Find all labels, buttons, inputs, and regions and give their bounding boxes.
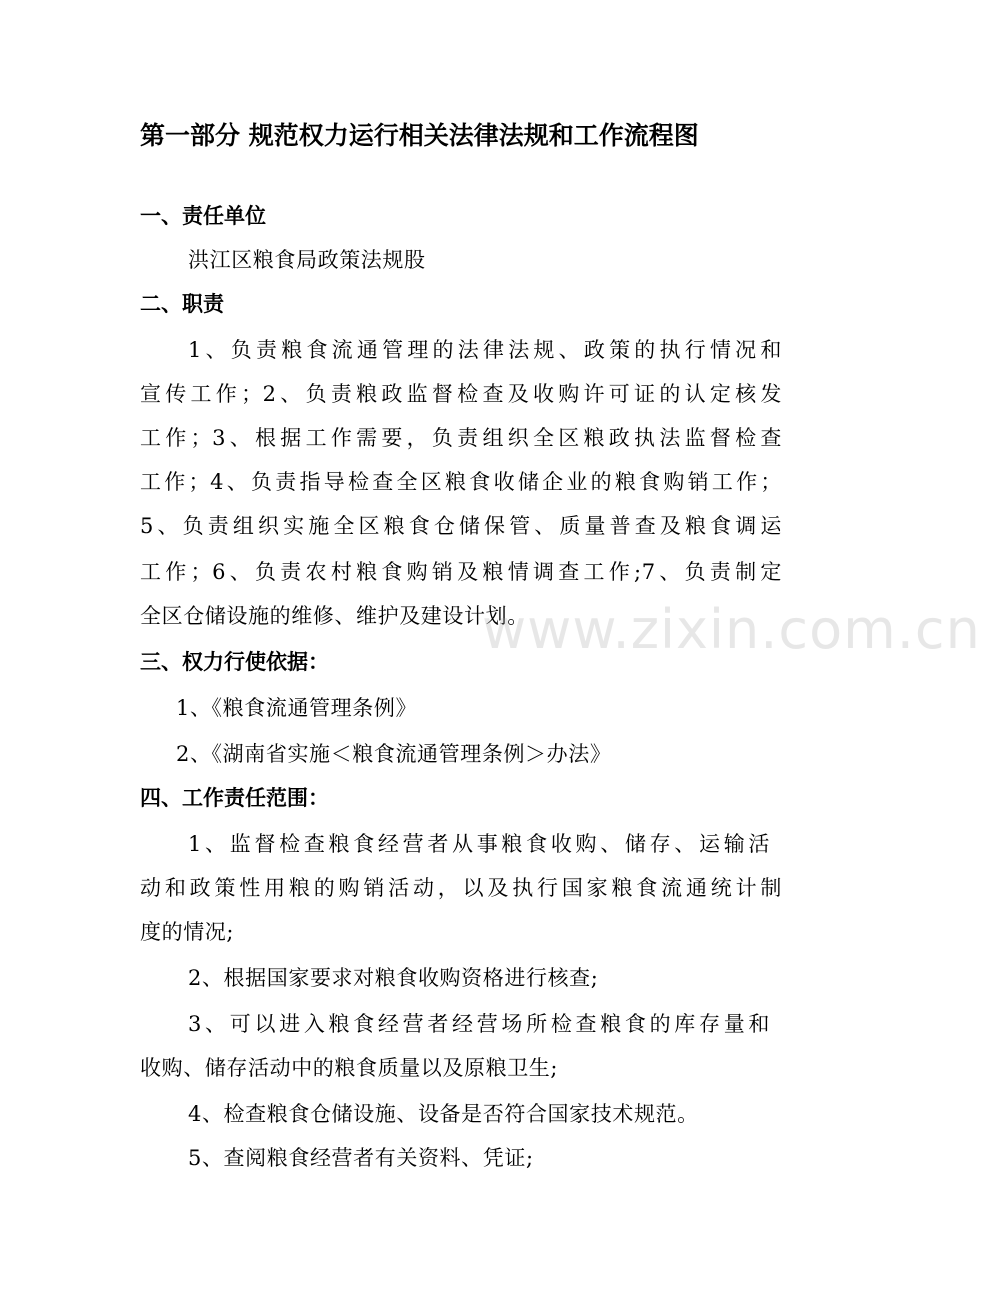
scope-line-1: 1、监督检查粮食经营者从事粮食收购、储存、运输活	[188, 832, 770, 856]
section-heading-duties: 二、职责	[140, 292, 224, 316]
scope-line-2: 动和政策性用粮的购销活动，以及执行国家粮食流通统计制	[140, 876, 782, 900]
duties-line-7: 全区仓储设施的维修、维护及建设计划。	[140, 604, 529, 628]
page-title: 第一部分 规范权力运行相关法律法规和工作流程图	[140, 121, 699, 150]
scope-line-5: 3、可以进入粮食经营者经营场所检查粮食的库存量和	[188, 1012, 770, 1036]
duties-line-4: 工作；4、负责指导检查全区粮食收储企业的粮食购销工作；	[140, 470, 782, 494]
responsible-unit-text: 洪江区粮食局政策法规股	[188, 248, 426, 272]
watermark-text: www.zixin.com.cn	[482, 598, 981, 661]
duties-line-5: 5、负责组织实施全区粮食仓储保管、质量普查及粮食调运	[140, 514, 782, 538]
scope-line-6: 收购、储存活动中的粮食质量以及原粮卫生;	[140, 1056, 559, 1080]
scope-line-3: 度的情况;	[140, 920, 235, 944]
duties-line-3: 工作；3、根据工作需要，负责组织全区粮政执法监督检查	[140, 426, 782, 450]
duties-line-2: 宣传工作；2、负责粮政监督检查及收购许可证的认定核发	[140, 382, 782, 406]
scope-line-8: 5、查阅粮食经营者有关资料、凭证;	[188, 1146, 534, 1170]
duties-line-1: 1、负责粮食流通管理的法律法规、政策的执行情况和	[188, 338, 782, 362]
section-heading-responsible-unit: 一、责任单位	[140, 204, 266, 228]
scope-line-7: 4、检查粮食仓储设施、设备是否符合国家技术规范。	[188, 1102, 699, 1126]
duties-line-6: 工作；6、负责农村粮食购销及粮情调查工作;7、负责制定	[140, 560, 782, 584]
scope-line-4: 2、根据国家要求对粮食收购资格进行核查;	[188, 966, 599, 990]
legal-basis-item-2: 2、《湖南省实施＜粮食流通管理条例＞办法》	[176, 742, 612, 766]
section-heading-legal-basis: 三、权力行使依据：	[140, 650, 329, 674]
legal-basis-item-1: 1、《粮食流通管理条例》	[176, 696, 418, 720]
section-heading-scope: 四、工作责任范围：	[140, 786, 329, 810]
